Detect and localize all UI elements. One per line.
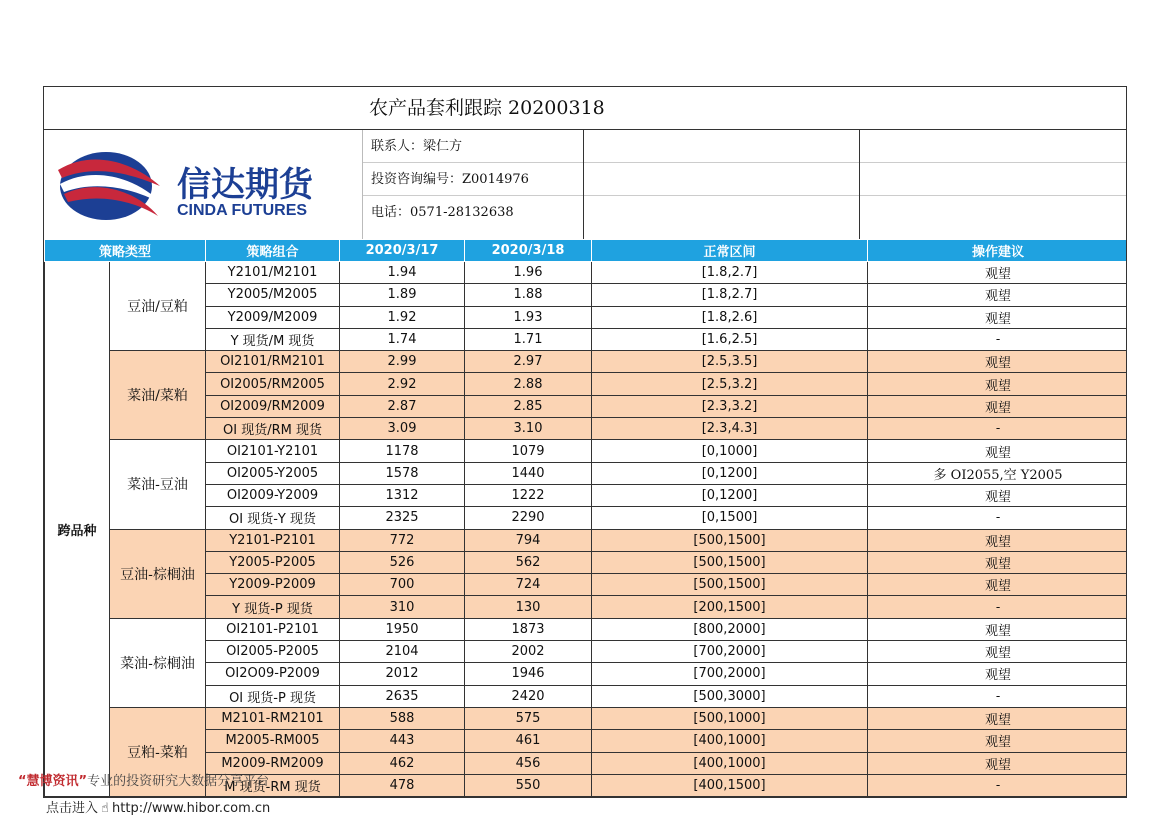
- advice-cell: 观望: [868, 707, 1127, 729]
- table-row: [45, 284, 1128, 306]
- table-row: [45, 507, 1128, 529]
- advice-cell: 多 OI2055,空 Y2005: [868, 462, 1127, 484]
- pair-cell: OI2101-Y2101: [206, 440, 340, 462]
- value-0317-cell: 1.94: [340, 262, 465, 284]
- value-0318-cell: 1.96: [465, 262, 592, 284]
- strategy-group: 豆油-棕榈油: [110, 529, 206, 618]
- value-0317-cell: 1578: [340, 462, 465, 484]
- table-row: [45, 262, 1128, 284]
- table-row: [45, 663, 1128, 685]
- pair-cell: OI2005-P2005: [206, 641, 340, 663]
- pair-cell: Y2009/M2009: [206, 306, 340, 328]
- value-0318-cell: 1.71: [465, 328, 592, 350]
- pair-cell: Y2101/M2101: [206, 262, 340, 284]
- value-0317-cell: 478: [340, 774, 465, 796]
- advice-cell: 观望: [868, 395, 1127, 417]
- advice-cell: -: [868, 418, 1127, 440]
- table-row: [45, 418, 1128, 440]
- col-header: 2020/3/18: [465, 240, 592, 262]
- value-0318-cell: 2420: [465, 685, 592, 707]
- pair-cell: OI2101/RM2101: [206, 351, 340, 373]
- value-0317-cell: 1.89: [340, 284, 465, 306]
- value-0318-cell: 461: [465, 730, 592, 752]
- advice-cell: 观望: [868, 440, 1127, 462]
- contact-phone: 电话：0571-28132638: [371, 205, 514, 220]
- pair-cell: OI2O09-P2009: [206, 663, 340, 685]
- range-cell: [1.8,2.7]: [592, 262, 868, 284]
- advice-cell: 观望: [868, 373, 1127, 395]
- range-cell: [2.3,3.2]: [592, 395, 868, 417]
- table-row: [45, 395, 1128, 417]
- range-cell: [0,1500]: [592, 507, 868, 529]
- col-header: 策略组合: [206, 240, 340, 262]
- value-0318-cell: 1.93: [465, 306, 592, 328]
- strategy-group: 豆粕-菜粕: [110, 707, 206, 796]
- strategy-group: 菜油-棕榈油: [110, 618, 206, 707]
- advice-cell: 观望: [868, 306, 1127, 328]
- value-0317-cell: 1.92: [340, 306, 465, 328]
- range-cell: [1.8,2.6]: [592, 306, 868, 328]
- table-row: [45, 707, 1128, 729]
- table-row: [45, 440, 1128, 462]
- table-row: [45, 484, 1128, 506]
- col-header: 正常区间: [592, 240, 868, 262]
- info-section: [44, 130, 1126, 240]
- range-cell: [400,1500]: [592, 774, 868, 796]
- col-header: 操作建议: [868, 240, 1127, 262]
- strategy-category: 跨品种: [45, 262, 110, 797]
- value-0317-cell: 2.99: [340, 351, 465, 373]
- table-row: [45, 551, 1128, 573]
- advice-cell: 观望: [868, 752, 1127, 774]
- pair-cell: Y 现货-P 现货: [206, 596, 340, 618]
- value-0318-cell: 794: [465, 529, 592, 551]
- pair-cell: OI2101-P2101: [206, 618, 340, 640]
- value-0318-cell: 1440: [465, 462, 592, 484]
- range-cell: [2.5,3.5]: [592, 351, 868, 373]
- pair-cell: Y2005/M2005: [206, 284, 340, 306]
- pair-cell: OI 现货/RM 现货: [206, 418, 340, 440]
- value-0317-cell: 2012: [340, 663, 465, 685]
- pair-cell: OI2005/RM2005: [206, 373, 340, 395]
- range-cell: [700,2000]: [592, 663, 868, 685]
- value-0318-cell: 1946: [465, 663, 592, 685]
- pair-cell: M2101-RM2101: [206, 707, 340, 729]
- contact-person: 联系人：梁仁方: [363, 130, 583, 163]
- range-cell: [1.6,2.5]: [592, 328, 868, 350]
- range-cell: [2.3,4.3]: [592, 418, 868, 440]
- value-0317-cell: 772: [340, 529, 465, 551]
- strategy-group: 菜油/菜粕: [110, 351, 206, 440]
- value-0318-cell: 2290: [465, 507, 592, 529]
- value-0318-cell: 724: [465, 574, 592, 596]
- value-0317-cell: 462: [340, 752, 465, 774]
- range-cell: [700,2000]: [592, 641, 868, 663]
- pair-cell: Y2009-P2009: [206, 574, 340, 596]
- pair-cell: Y2101-P2101: [206, 529, 340, 551]
- pair-cell: M 现货-RM 现货: [206, 774, 340, 796]
- advice-cell: -: [868, 596, 1127, 618]
- strategy-group: 豆油/豆粕: [110, 262, 206, 351]
- value-0318-cell: 2.88: [465, 373, 592, 395]
- range-cell: [0,1200]: [592, 462, 868, 484]
- advice-cell: 观望: [868, 641, 1127, 663]
- value-0318-cell: 2002: [465, 641, 592, 663]
- range-cell: [0,1200]: [592, 484, 868, 506]
- pair-cell: OI2005-Y2005: [206, 462, 340, 484]
- logo-en-text: CINDA FUTURES: [177, 202, 308, 219]
- table-row: [45, 529, 1128, 551]
- cinda-logo: [44, 130, 364, 240]
- advice-cell: 观望: [868, 529, 1127, 551]
- value-0317-cell: 2104: [340, 641, 465, 663]
- pair-cell: M2009-RM2009: [206, 752, 340, 774]
- watermark-url[interactable]: http://www.hibor.com.cn: [112, 801, 271, 816]
- advice-cell: 观望: [868, 484, 1127, 506]
- strategy-group: 菜油-豆油: [110, 440, 206, 529]
- range-cell: [500,3000]: [592, 685, 868, 707]
- value-0318-cell: 130: [465, 596, 592, 618]
- table-row: [45, 618, 1128, 640]
- range-cell: [500,1000]: [592, 707, 868, 729]
- advice-cell: 观望: [868, 284, 1127, 306]
- table-row: [45, 641, 1128, 663]
- advice-cell: 观望: [868, 730, 1127, 752]
- value-0317-cell: 1950: [340, 618, 465, 640]
- col-header: 策略类型: [45, 240, 206, 262]
- pair-cell: Y2005-P2005: [206, 551, 340, 573]
- range-cell: [500,1500]: [592, 551, 868, 573]
- value-0317-cell: 588: [340, 707, 465, 729]
- value-0318-cell: 575: [465, 707, 592, 729]
- value-0317-cell: 2635: [340, 685, 465, 707]
- table-row: [45, 462, 1128, 484]
- pair-cell: M2005-RM005: [206, 730, 340, 752]
- value-0317-cell: 2.87: [340, 395, 465, 417]
- table-row: [45, 596, 1128, 618]
- col-header: 2020/3/17: [340, 240, 465, 262]
- value-0318-cell: 1222: [465, 484, 592, 506]
- range-cell: [500,1500]: [592, 529, 868, 551]
- value-0318-cell: 1873: [465, 618, 592, 640]
- value-0317-cell: 310: [340, 596, 465, 618]
- value-0318-cell: 1079: [465, 440, 592, 462]
- range-cell: [400,1000]: [592, 730, 868, 752]
- value-0317-cell: 2325: [340, 507, 465, 529]
- pair-cell: OI2009/RM2009: [206, 395, 340, 417]
- table-row: [45, 306, 1128, 328]
- value-0317-cell: 2.92: [340, 373, 465, 395]
- value-0317-cell: 1312: [340, 484, 465, 506]
- watermark-link[interactable]: [46, 797, 270, 816]
- contact-info: [362, 130, 583, 240]
- advice-cell: -: [868, 774, 1127, 796]
- value-0317-cell: 526: [340, 551, 465, 573]
- range-cell: [400,1000]: [592, 752, 868, 774]
- value-0318-cell: 2.85: [465, 395, 592, 417]
- blank-cell-column: [583, 130, 859, 240]
- logo-emblem-icon: [58, 152, 162, 220]
- arbitrage-table: [44, 239, 1127, 797]
- value-0317-cell: 1.74: [340, 328, 465, 350]
- watermark-line: [18, 770, 269, 789]
- table-header-row: [45, 240, 1128, 262]
- range-cell: [200,1500]: [592, 596, 868, 618]
- advice-cell: -: [868, 328, 1127, 350]
- contact-license: 投资咨询编号：Z0014976: [363, 163, 583, 196]
- blank-cell-column: [859, 130, 1127, 240]
- table-row: [45, 730, 1128, 752]
- advice-cell: -: [868, 685, 1127, 707]
- advice-cell: 观望: [868, 351, 1127, 373]
- pair-cell: OI2009-Y2009: [206, 484, 340, 506]
- advice-cell: 观望: [868, 574, 1127, 596]
- table-row: [45, 351, 1128, 373]
- pointer-hand-icon: ☝: [101, 801, 109, 816]
- pair-cell: Y 现货/M 现货: [206, 328, 340, 350]
- value-0317-cell: 1178: [340, 440, 465, 462]
- advice-cell: 观望: [868, 262, 1127, 284]
- value-0318-cell: 1.88: [465, 284, 592, 306]
- value-0318-cell: 3.10: [465, 418, 592, 440]
- range-cell: [0,1000]: [592, 440, 868, 462]
- advice-cell: -: [868, 507, 1127, 529]
- table-row: [45, 328, 1128, 350]
- watermark-tagline: 专业的投资研究大数据分享平台: [87, 774, 270, 789]
- logo-cn-text: 信达期货: [177, 166, 313, 204]
- pair-cell: OI 现货-Y 现货: [206, 507, 340, 529]
- advice-cell: 观望: [868, 551, 1127, 573]
- range-cell: [2.5,3.2]: [592, 373, 868, 395]
- table-row: [45, 574, 1128, 596]
- value-0317-cell: 700: [340, 574, 465, 596]
- advice-cell: 观望: [868, 663, 1127, 685]
- value-0318-cell: 562: [465, 551, 592, 573]
- pair-cell: OI 现货-P 现货: [206, 685, 340, 707]
- range-cell: [500,1500]: [592, 574, 868, 596]
- report-title: 农产品套利跟踪 20200318: [44, 87, 1126, 130]
- range-cell: [1.8,2.7]: [592, 284, 868, 306]
- table-row: [45, 373, 1128, 395]
- value-0318-cell: 456: [465, 752, 592, 774]
- advice-cell: 观望: [868, 618, 1127, 640]
- value-0318-cell: 550: [465, 774, 592, 796]
- range-cell: [800,2000]: [592, 618, 868, 640]
- watermark-brand: “慧博资讯”: [18, 774, 88, 789]
- value-0317-cell: 3.09: [340, 418, 465, 440]
- watermark-enter: 点击进入: [46, 801, 99, 816]
- report-frame: [43, 86, 1127, 798]
- value-0317-cell: 443: [340, 730, 465, 752]
- value-0318-cell: 2.97: [465, 351, 592, 373]
- table-row: [45, 685, 1128, 707]
